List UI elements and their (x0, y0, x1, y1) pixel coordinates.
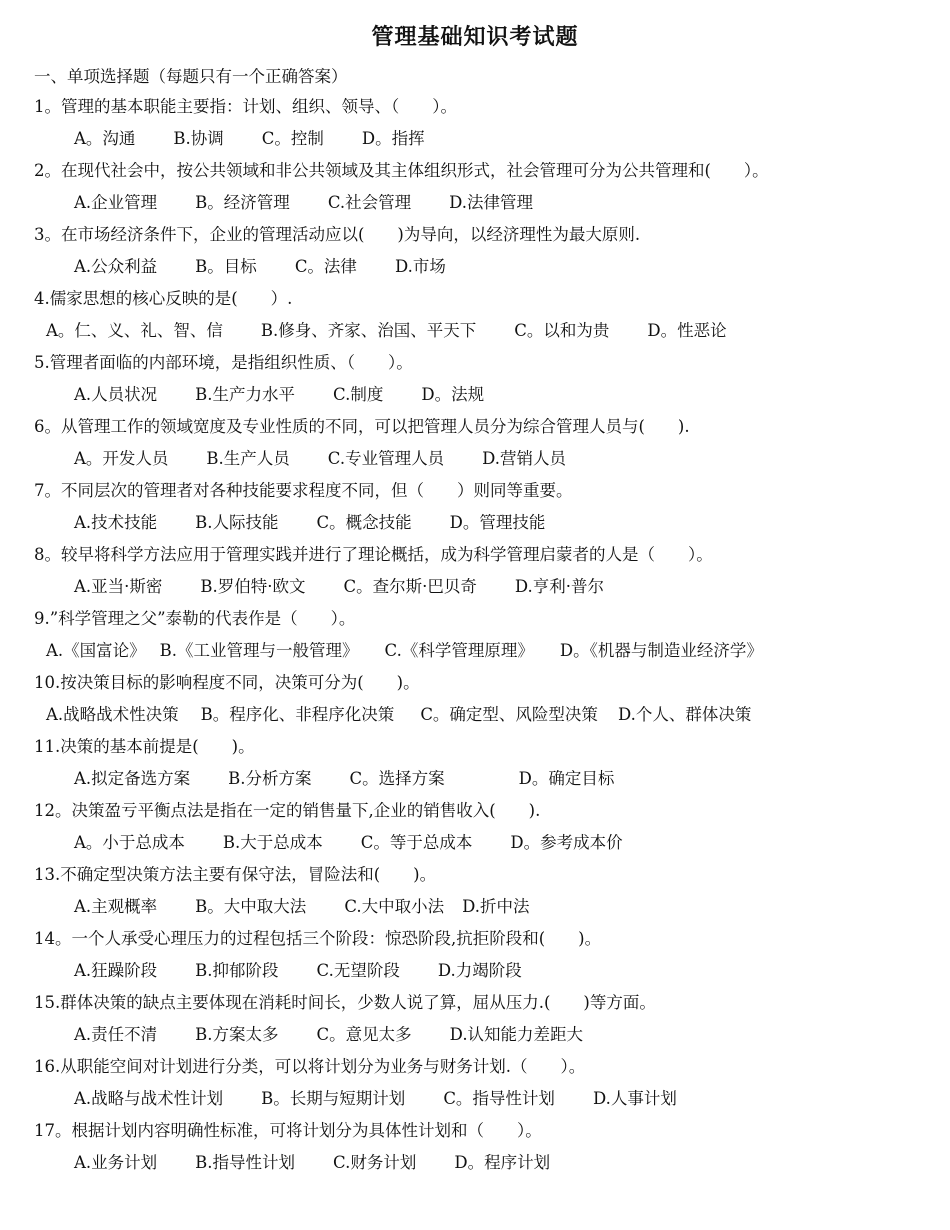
question-17 (34, 1118, 934, 1182)
answer-option: C.制度 (333, 385, 384, 404)
answer-option: C。控制 (261, 129, 324, 148)
answer-option: C.社会管理 (327, 193, 412, 212)
answer-option: C。指导性计划 (443, 1089, 555, 1108)
answer-option: D。确定目标 (518, 769, 615, 788)
question-stem: 16.从职能空间对计划进行分类，可以将计划分为业务与财务计划.（ ）。 (34, 1057, 586, 1076)
answer-option: A.狂躁阶段 (74, 961, 158, 980)
answer-option: C.财务计划 (333, 1153, 417, 1172)
question-8 (34, 542, 934, 606)
question-14 (34, 926, 934, 990)
answer-option: B。目标 (195, 257, 257, 276)
answer-option: D.个人、群体决策 (617, 705, 752, 724)
question-4 (34, 286, 934, 350)
answer-option: D.力竭阶段 (437, 961, 522, 980)
answer-option: A.人员状况 (74, 385, 158, 404)
answer-option: D.亨利·普尔 (514, 577, 605, 596)
answer-option: A.亚当·斯密 (74, 577, 163, 596)
option-row (74, 894, 530, 920)
answer-option: C。确定型、风险型决策 (420, 705, 598, 724)
question-stem: 6。从管理工作的领域宽度及专业性质的不同，可以把管理人员分为综合管理人员与( ). (34, 417, 690, 436)
page-title: 管理基础知识考试题 (371, 24, 579, 50)
answer-option: B.指导性计划 (195, 1153, 296, 1172)
question-stem: 5.管理者面临的内部环境，是指组织性质、（ ）。 (34, 353, 413, 372)
question-9 (34, 606, 934, 670)
answer-option: C。法律 (294, 257, 357, 276)
answer-option: A.技术技能 (74, 513, 158, 532)
section-heading: 一、单项选择题（每题只有一个正确答案） (34, 67, 348, 86)
answer-option: C。意见太多 (316, 1025, 412, 1044)
option-row (74, 190, 533, 216)
answer-option: B.分析方案 (228, 769, 312, 788)
question-stem: 4.儒家思想的核心反映的是( ）. (34, 289, 293, 308)
question-stem: 17。根据计划内容明确性标准，可将计划分为具体性计划和（ ）。 (34, 1121, 542, 1140)
question-2 (34, 158, 934, 222)
answer-option: C。选择方案 (349, 769, 445, 788)
question-stem: 15.群体决策的缺点主要体现在消耗时间长，少数人说了算，屈从压力.( )等方面。 (34, 993, 656, 1012)
answer-option: B.生产人员 (206, 449, 290, 468)
answer-option: C。查尔斯·巴贝奇 (343, 577, 477, 596)
option-row (74, 1150, 550, 1176)
option-row (74, 1022, 583, 1048)
answer-option: D。法规 (421, 385, 485, 404)
question-stem: 11.决策的基本前提是( )。 (34, 737, 255, 756)
option-row (74, 958, 522, 984)
question-stem: 14。一个人承受心理压力的过程包括三个阶段：惊恐阶段,抗拒阶段和( )。 (34, 929, 602, 948)
answer-option: A.主观概率 (74, 897, 158, 916)
option-row (74, 126, 425, 152)
answer-option: B.协调 (173, 129, 224, 148)
answer-option: D.营销人员 (482, 449, 566, 468)
option-row (74, 830, 623, 856)
question-stem: 2。在现代社会中，按公共领域和非公共领域及其主体组织形式，社会管理可分为公共管理和( ）。 (34, 161, 769, 180)
answer-option: A.企业管理 (74, 193, 158, 212)
answer-option: B.人际技能 (195, 513, 279, 532)
question-stem: 13.不确定型决策方法主要有保守法，冒险法和( )。 (34, 865, 437, 884)
answer-option: C.无望阶段 (316, 961, 400, 980)
answer-option: A。沟通 (74, 129, 136, 148)
question-12 (34, 798, 934, 862)
option-row (74, 574, 604, 600)
answer-option: A。仁、义、礼、智、信 (46, 321, 223, 340)
question-stem: 7。不同层次的管理者对各种技能要求程度不同，但（ ）则同等重要。 (34, 481, 573, 500)
answer-option: D.人事计划 (592, 1089, 677, 1108)
answer-option: C。概念技能 (316, 513, 412, 532)
answer-option: C。以和为贵 (514, 321, 610, 340)
answer-option: A.业务计划 (74, 1153, 158, 1172)
question-stem: 8。较早将科学方法应用于管理实践并进行了理论概括，成为科学管理启蒙者的人是（ ）。 (34, 545, 713, 564)
option-row (74, 254, 446, 280)
question-11 (34, 734, 934, 798)
option-row (46, 702, 751, 728)
answer-option: B。大中取大法 (195, 897, 307, 916)
answer-option: B.大于总成本 (222, 833, 323, 852)
answer-option: A。开发人员 (74, 449, 169, 468)
answer-option: B.生产力水平 (195, 385, 296, 404)
question-stem: 10.按决策目标的影响程度不同，决策可分为( )。 (34, 673, 420, 692)
answer-option: C。等于总成本 (360, 833, 473, 852)
answer-option: D.法律管理 (449, 193, 533, 212)
answer-option: A.公众利益 (74, 257, 158, 276)
question-15 (34, 990, 934, 1054)
answer-option: A.责任不清 (74, 1025, 158, 1044)
answer-option: C.专业管理人员 (327, 449, 445, 468)
answer-option: D。管理技能 (449, 513, 546, 532)
answer-option: C.大中取小法 (344, 897, 445, 916)
answer-option: B.修身、齐家、治国、平天下 (260, 321, 477, 340)
answer-option: B.抑郁阶段 (195, 961, 279, 980)
question-13 (34, 862, 934, 926)
option-row (74, 510, 545, 536)
answer-option: B.方案太多 (195, 1025, 279, 1044)
question-stem: 9.”科学管理之父”泰勒的代表作是（ ）。 (34, 609, 356, 628)
question-16 (34, 1054, 934, 1118)
question-list (34, 94, 934, 1182)
answer-option: A。小于总成本 (74, 833, 185, 852)
option-row (46, 318, 727, 344)
option-row (74, 446, 566, 472)
answer-option: D。程序计划 (454, 1153, 551, 1172)
question-1 (34, 94, 934, 158)
question-stem: 1。管理的基本职能主要指：计划、组织、领导、（ ）。 (34, 97, 457, 116)
answer-option: A.拟定备选方案 (74, 769, 191, 788)
answer-option: D.折中法 (462, 897, 530, 916)
answer-option: D。指挥 (361, 129, 425, 148)
question-3 (34, 222, 934, 286)
option-row (74, 382, 484, 408)
question-5 (34, 350, 934, 414)
answer-option: D。性恶论 (647, 321, 727, 340)
answer-option: D。参考成本价 (510, 833, 623, 852)
answer-option: B.罗伯特·欧文 (200, 577, 306, 596)
question-stem: 3。在市场经济条件下，企业的管理活动应以( )为导向，以经济理性为最大原则. (34, 225, 641, 244)
question-stem: 12。决策盈亏平衡点法是指在一定的销售量下,企业的销售收入( ). (34, 801, 541, 820)
answer-option: B。经济管理 (195, 193, 290, 212)
answer-option: B。程序化、非程序化决策 (200, 705, 395, 724)
question-7 (34, 478, 934, 542)
answer-option: A.《国富论》 (46, 641, 146, 660)
answer-option: D.认知能力差距大 (449, 1025, 584, 1044)
question-10 (34, 670, 934, 734)
answer-option: B.《工业管理与一般管理》 (159, 641, 359, 660)
answer-option: D.市场 (394, 257, 446, 276)
answer-option: A.战略战术性决策 (46, 705, 179, 724)
answer-option: A.战略与战术性计划 (74, 1089, 224, 1108)
answer-option: C.《科学管理原理》 (384, 641, 534, 660)
question-6 (34, 414, 934, 478)
answer-option: B。长期与短期计划 (261, 1089, 406, 1108)
option-row (74, 1086, 677, 1112)
answer-option: D。《机器与制造业经济学》 (559, 641, 763, 660)
option-row (74, 766, 614, 792)
option-row (46, 638, 763, 664)
